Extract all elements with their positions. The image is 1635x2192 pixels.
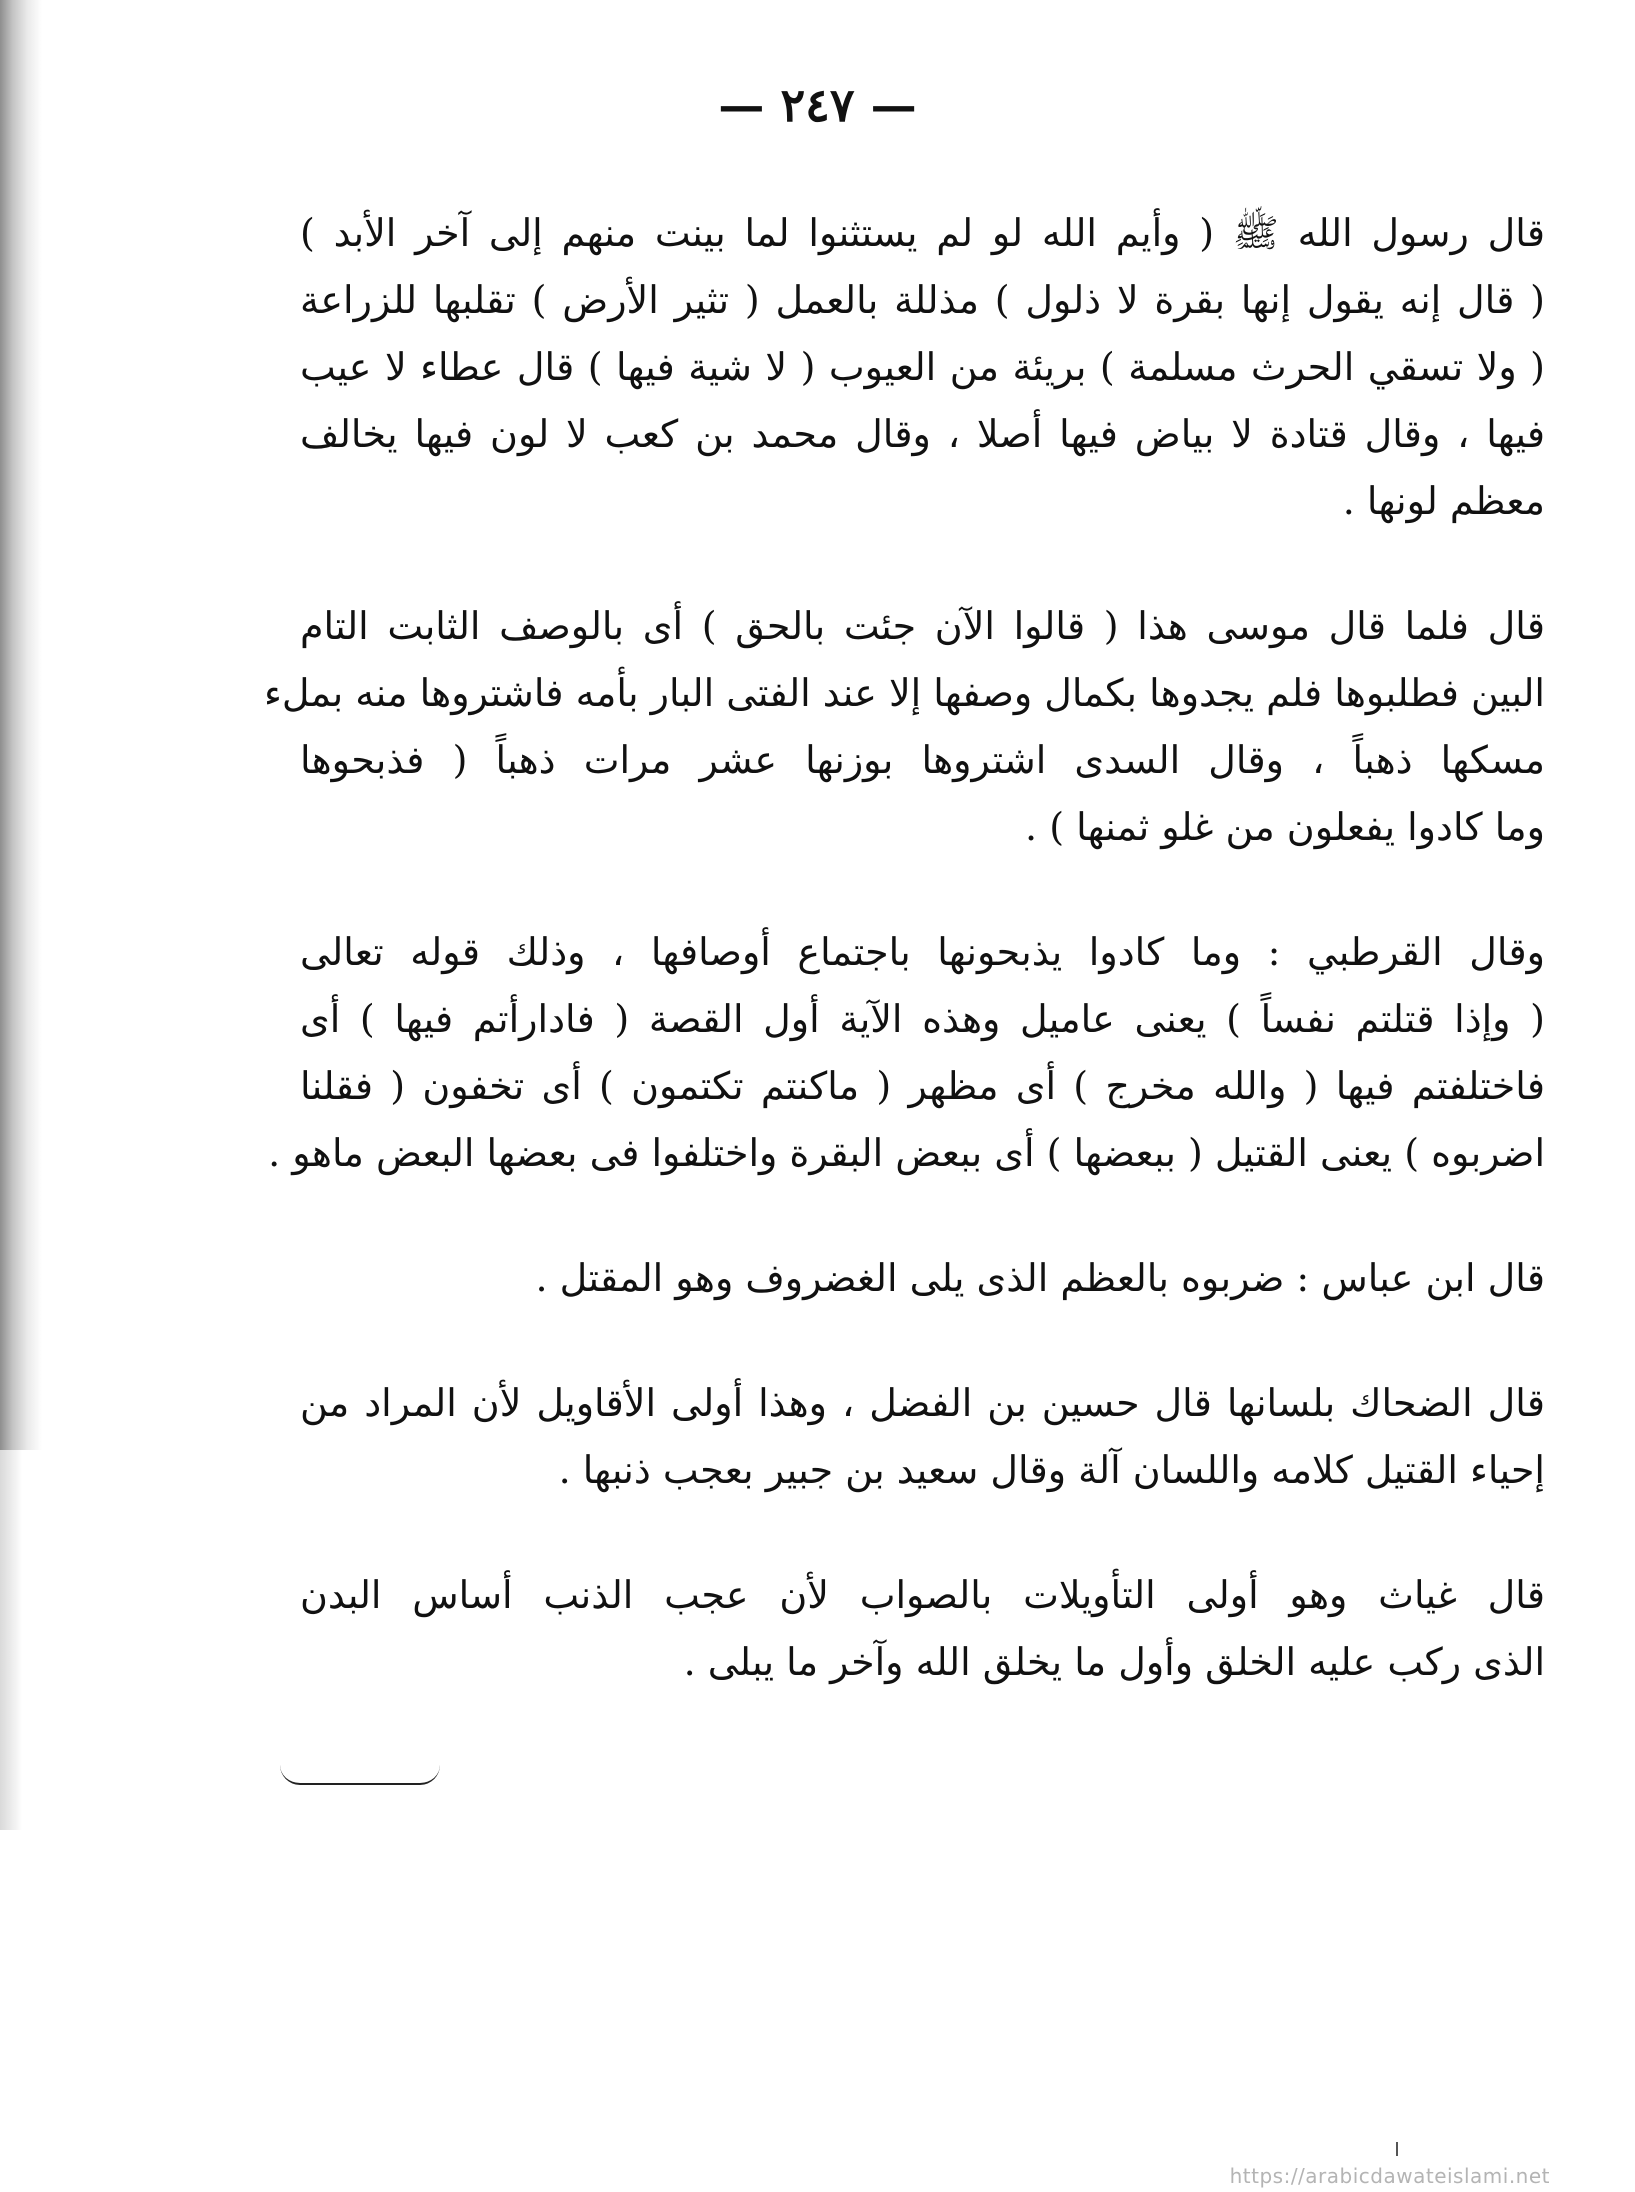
scan-shadow-edge (0, 0, 42, 1450)
text-line: قال الضحاك بلسانها قال حسين بن الفضل ، وهذا أولى الأقاويل لأن المراد من (300, 1381, 1545, 1425)
paragraph-4 (300, 1245, 1545, 1312)
paragraph-5 (300, 1370, 1545, 1504)
text-line: وما كادوا يفعلون من غلو ثمنها ) . (1025, 805, 1545, 849)
page-body-text (264, 200, 1545, 1754)
text-line: فاختلفتم فيها ( والله مخرج ) أى مظهر ( ماكنتم تكتمون ) أى تخفون ( فقلنا (300, 1064, 1545, 1108)
paragraph-3 (268, 919, 1545, 1187)
text-line: إحياء القتيل كلامه واللسان آلة وقال سعيد بن جبير بعجب ذنبها . (558, 1448, 1545, 1492)
text-line: قال غياث وهو أولى التأويلات بالصواب لأن عجب الذنب أساس البدن (300, 1573, 1545, 1617)
page-number: — ٢٤٧ — (718, 78, 917, 132)
paragraph-2 (264, 593, 1545, 861)
text-line: قال فلما قال موسى هذا ( قالوا الآن جئت بالحق ) أى بالوصف الثابت التام (300, 604, 1545, 648)
paragraph-6 (300, 1562, 1545, 1696)
text-line: ( وإذا قتلتم نفساً ) يعنى عاميل وهذه الآية أول القصة ( فادارأتم فيها ) أى (300, 997, 1545, 1041)
text-line: ( قال إنه يقول إنها بقرة لا ذلول ) مذللة بالعمل ( تثير الأرض ) تقلبها للزراعة (300, 278, 1545, 322)
text-line: ( ولا تسقي الحرث مسلمة ) بريئة من العيوب ( لا شية فيها ) قال عطاء لا عيب (300, 345, 1545, 389)
source-watermark: https://arabicdawateislami.net (1229, 2164, 1550, 2188)
text-line: مسكها ذهباً ، وقال السدى اشتروها بوزنها عشر مرات ذهباً ( فذبحوها (300, 738, 1545, 782)
text-line: وقال القرطبي : وما كادوا يذبحونها باجتماع أوصافها ، وذلك قوله تعالى (300, 930, 1545, 974)
text-line: الذى ركب عليه الخلق وأول ما يخلق الله وآخر ما يبلى . (683, 1640, 1545, 1684)
text-line: معظم لونها . (1342, 479, 1545, 523)
paragraph-1 (300, 200, 1545, 535)
ink-flourish-mark (280, 1765, 440, 1785)
text-line: قال ابن عباس : ضربوه بالعظم الذى يلى الغضروف وهو المقتل . (535, 1256, 1545, 1300)
text-line: البين فطلبوها فلم يجدوها بكمال وصفها إلا عند الفتى البار بأمه فاشتروها منه بملء (264, 671, 1545, 715)
stray-ink-mark (1396, 2142, 1398, 2156)
scan-shadow-edge-lower (0, 1450, 22, 1830)
text-line: اضربوه ) يعنى القتيل ( ببعضها ) أى ببعض البقرة واختلفوا فى بعضها البعض ماهو . (268, 1131, 1545, 1175)
text-line: قال رسول الله ﷺ ( وأيم الله لو لم يستثنوا لما بينت منهم إلى آخر الأبد ) (300, 211, 1545, 255)
text-line: فيها ، وقال قتادة لا بياض فيها أصلا ، وقال محمد بن كعب لا لون فيها يخالف (300, 412, 1545, 456)
